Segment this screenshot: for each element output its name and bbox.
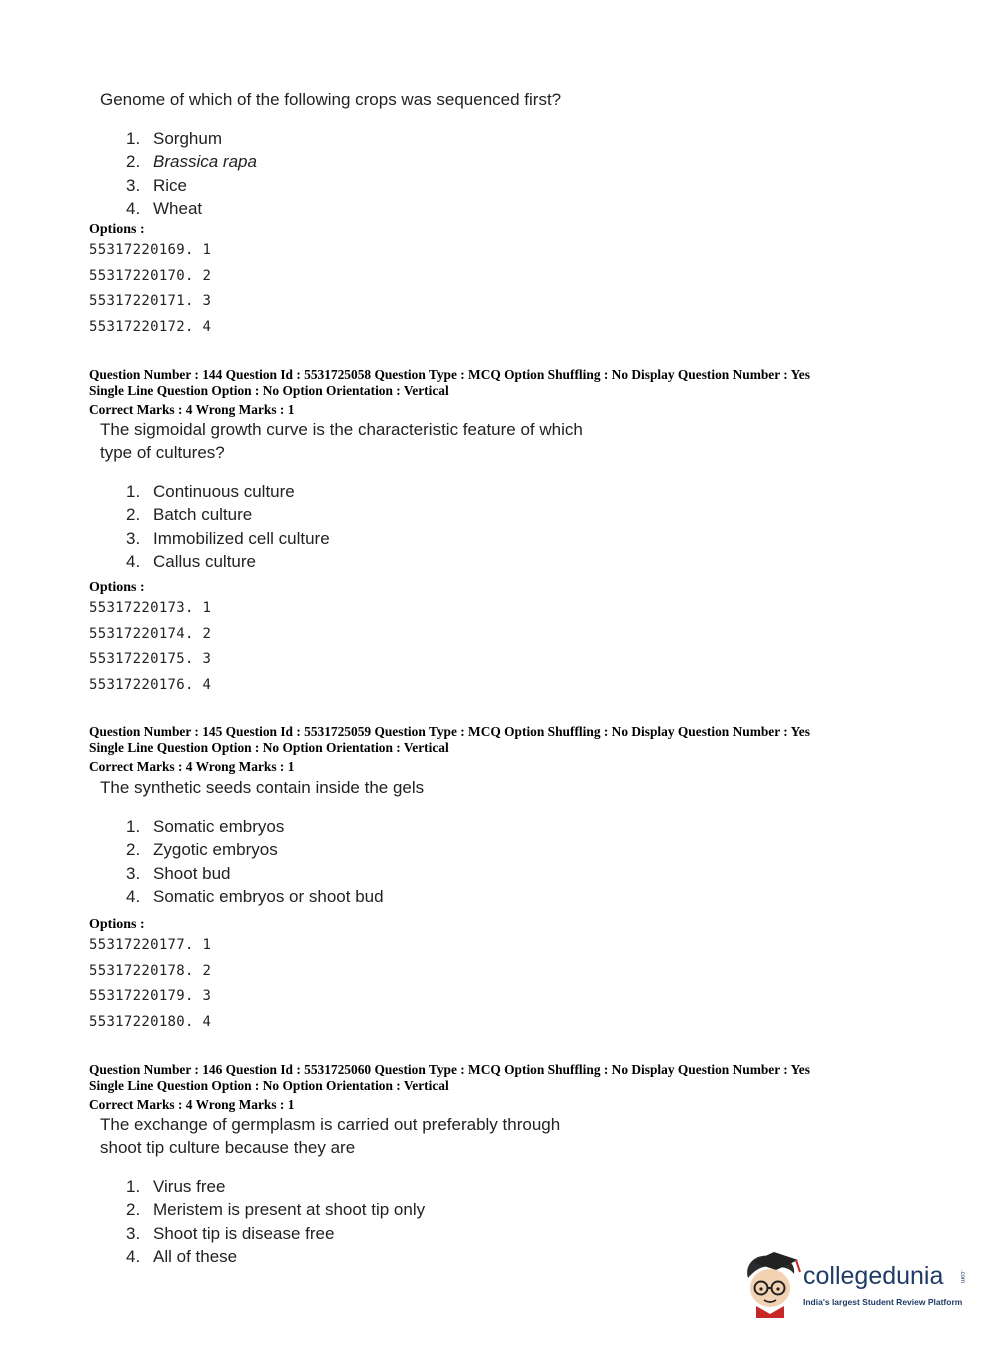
meta-line: Question Number : 145 Question Id : 5531725059 Question Type : MCQ Option Shuffling : No Display Question Number : Yes (89, 724, 810, 739)
choice-text: Somatic embryos or shoot bud (153, 886, 384, 906)
logo-wordmark: collegedunia (803, 1262, 944, 1290)
collegedunia-logo (740, 1248, 970, 1318)
options-label: Options : (89, 222, 145, 237)
choice-text: Somatic embryos (153, 817, 285, 836)
choice-number: 4. (126, 198, 141, 218)
choice-number: 2. (126, 505, 141, 525)
logo-tagline: India's largest Student Review Platform (803, 1297, 963, 1307)
choice-text: Rice (153, 175, 188, 195)
option-id: 55317220180. 4 (89, 1013, 212, 1030)
choice-item (126, 550, 330, 573)
choice-item (126, 815, 384, 838)
option-id-list (89, 933, 211, 1035)
options-label: Options : (89, 580, 145, 595)
choice-number: 2. (126, 1200, 141, 1220)
options-label: Options : (89, 917, 145, 932)
choice-item (126, 1222, 425, 1245)
choice-number: 4. (126, 1246, 141, 1266)
question-meta (89, 724, 909, 775)
logo-suffix: .com (959, 1270, 965, 1284)
question-meta (89, 1062, 909, 1113)
meta-line: Single Line Question Option : No Option Orientation : Vertical (89, 739, 449, 755)
choice-item (126, 127, 257, 150)
choice-item (126, 1175, 425, 1198)
question-line: The exchange of germplasm is carried out preferably through (100, 1115, 561, 1134)
option-id: 55317220170. 2 (89, 267, 212, 284)
option-id: 55317220172. 4 (89, 318, 212, 335)
option-id: 55317220179. 3 (89, 988, 212, 1004)
choice-item (126, 174, 257, 197)
choice-item (126, 503, 330, 526)
choice-text: Shoot bud (153, 863, 231, 883)
choice-item (126, 197, 257, 220)
choice-text: Continuous culture (153, 482, 295, 501)
choice-item (126, 527, 330, 550)
option-id: 55317220171. 3 (89, 293, 212, 309)
choice-item (126, 1245, 425, 1268)
choice-number: 2. (126, 840, 141, 860)
option-id: 55317220173. 1 (89, 600, 212, 616)
meta-line: Single Line Question Option : No Option Orientation : Vertical (89, 1077, 449, 1093)
choice-list (126, 480, 330, 573)
marks-line: Correct Marks : 4 Wrong Marks : 1 (89, 402, 295, 417)
choice-item (126, 1198, 425, 1221)
choice-item (126, 838, 384, 861)
choice-text: All of these (153, 1246, 238, 1266)
option-id: 55317220177. 1 (89, 937, 212, 953)
choice-list (126, 127, 257, 220)
choice-number: 3. (126, 175, 141, 195)
marks-line: Correct Marks : 4 Wrong Marks : 1 (89, 1097, 295, 1112)
choice-item (126, 885, 384, 908)
choice-number: 1. (126, 482, 141, 501)
choice-text: Sorghum (153, 129, 222, 148)
choice-item (126, 150, 257, 173)
option-id: 55317220175. 3 (89, 651, 212, 667)
question-line: shoot tip culture because they are (100, 1138, 356, 1157)
choice-item (126, 862, 384, 885)
question-line: The sigmoidal growth curve is the characteristic feature of which (100, 420, 583, 439)
choice-item (126, 480, 330, 503)
choice-text: Shoot tip is disease free (153, 1223, 335, 1243)
question-text (100, 88, 561, 111)
question-text (100, 776, 424, 799)
question-meta (89, 367, 909, 418)
choice-number: 1. (126, 129, 141, 148)
choice-number: 1. (126, 817, 141, 836)
option-id-list (89, 596, 211, 698)
choice-text: Meristem is present at shoot tip only (153, 1200, 426, 1220)
option-id: 55317220178. 2 (89, 962, 212, 979)
choice-number: 2. (126, 152, 141, 172)
choice-text: Wheat (153, 198, 203, 218)
question-text (100, 1113, 560, 1159)
choice-text: Immobilized cell culture (153, 528, 330, 548)
choice-list (126, 1175, 425, 1268)
choice-number: 3. (126, 863, 141, 883)
question-line: Genome of which of the following crops was sequenced first? (100, 90, 562, 109)
choice-text: Zygotic embryos (153, 840, 278, 860)
question-text (100, 418, 583, 464)
choice-number: 1. (126, 1177, 141, 1196)
meta-line: Question Number : 146 Question Id : 5531725060 Question Type : MCQ Option Shuffling : No Display Question Number : Yes (89, 1062, 810, 1077)
question-line: type of cultures? (100, 443, 225, 462)
choice-list (126, 815, 384, 908)
meta-line: Single Line Question Option : No Option Orientation : Vertical (89, 382, 449, 398)
choice-text: Batch culture (153, 505, 253, 525)
choice-number: 4. (126, 886, 141, 906)
mascot-icon (740, 1248, 802, 1318)
option-id: 55317220169. 1 (89, 242, 212, 258)
choice-number: 3. (126, 1223, 141, 1243)
option-id-list (89, 238, 211, 340)
choice-number: 4. (126, 551, 141, 571)
choice-text: Callus culture (153, 551, 256, 571)
meta-line: Question Number : 144 Question Id : 5531725058 Question Type : MCQ Option Shuffling : No Display Question Number : Yes (89, 367, 810, 382)
option-id: 55317220176. 4 (89, 676, 212, 693)
question-line: The synthetic seeds contain inside the gels (100, 778, 425, 797)
choice-text: Virus free (153, 1177, 226, 1196)
choice-number: 3. (126, 528, 141, 548)
marks-line: Correct Marks : 4 Wrong Marks : 1 (89, 759, 295, 774)
option-id: 55317220174. 2 (89, 625, 212, 642)
choice-text: Brassica rapa (153, 152, 257, 172)
